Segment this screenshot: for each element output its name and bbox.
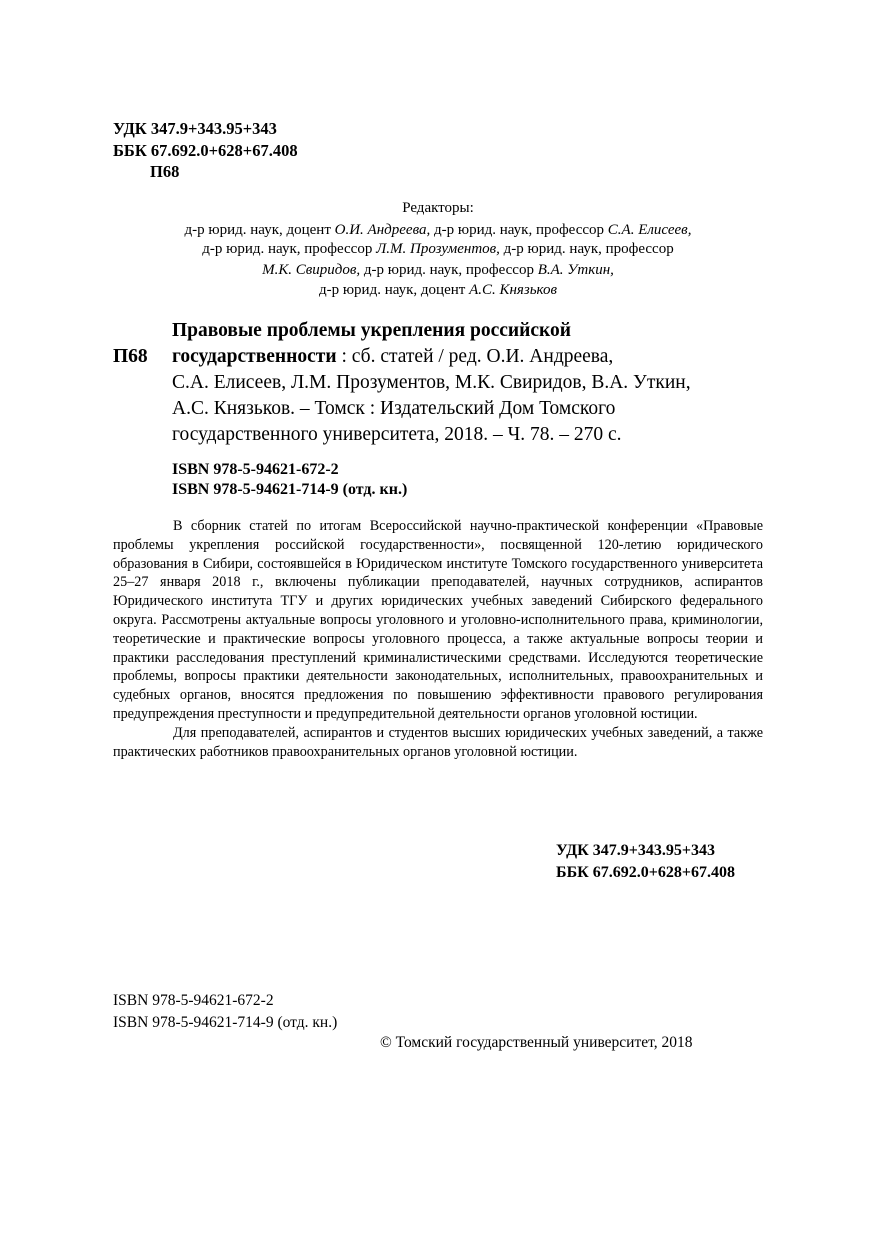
editors-line-3 xyxy=(0,259,876,281)
editor-name: С.А. Елисеев, xyxy=(607,222,692,238)
editor-text: д-р юрид. наук, доцент xyxy=(318,282,470,298)
entry-text: : сб. статей / ред. О.И. Андреева, xyxy=(336,346,614,367)
copyright: © Томский государственный университет, 2018 xyxy=(380,1034,693,1051)
editor-text: д-р юрид. наук, доцент xyxy=(184,222,335,238)
editor-text: д-р юрид. наук, профессор xyxy=(360,262,538,278)
isbn-plain-2: ISBN 978-5-94621-714-9 (отд. кн.) xyxy=(113,1014,338,1031)
editors-line-4 xyxy=(0,279,876,301)
udk-code-right: УДК 347.9+343.95+343 xyxy=(556,842,715,859)
bbk-code-top: ББК 67.692.0+628+67.408 xyxy=(113,141,298,160)
editor-name: М.К. Свиридов, xyxy=(262,262,361,278)
abstract xyxy=(113,517,763,761)
author-sign-top: П68 xyxy=(150,162,180,181)
udk-bbk-right xyxy=(556,840,735,884)
abstract-paragraph-2: Для преподавателей, аспирантов и студентов высших юридических учебных заведений, а также практических работников правоохранительных органов уголовной юстиции. xyxy=(113,724,763,760)
editor-name: Л.М. Прозументов, xyxy=(376,241,500,257)
bbk-code-right: ББК 67.692.0+628+67.408 xyxy=(556,864,735,881)
editor-text: д-р юрид. наук, профессор xyxy=(499,241,674,257)
entry-line-5: государственного университета, 2018. – Ч. 78. – 270 с. xyxy=(172,424,622,445)
entry-sign: П68 xyxy=(113,346,148,367)
isbn-bold-2: ISBN 978-5-94621-714-9 (отд. кн.) xyxy=(172,481,408,498)
editor-name: О.И. Андреева, xyxy=(334,222,431,238)
isbn-plain-1: ISBN 978-5-94621-672-2 xyxy=(113,992,274,1009)
entry-line-3: С.А. Елисеев, Л.М. Прозументов, М.К. Свиридов, В.А. Уткин, xyxy=(172,372,691,393)
entry-line-4: А.С. Князьков. – Томск : Издательский Дом Томского xyxy=(172,398,616,419)
editor-name: В.А. Уткин, xyxy=(537,262,614,278)
title-line-1: Правовые проблемы укрепления российской xyxy=(172,320,571,341)
udk-bbk-top xyxy=(113,118,298,162)
editors-line-2 xyxy=(0,238,876,260)
udk-code-top: УДК 347.9+343.95+343 xyxy=(113,119,277,138)
abstract-paragraph-1: В сборник статей по итогам Всероссийской научно-практической конференции «Правовые проблемы укрепления российской государственности», посвященной 120-летию юридического образования в Сибири, состоявшейся в Юридическом институте Томского государственного университета 25–27 января 2018 г., включены публикации преподавателей, научных сотрудников, аспирантов Юридического института ТГУ и других юридических учебных заведений Сибирского федерального округа. Рассмотрены актуальные вопросы уголовного и уголовно-исполнительного права, криминологии, теоретические и практические вопросы уголовного процесса, а также актуальные вопросы теории и практики расследования преступлений криминалистическими средствами. Исследуются теоретические проблемы, вопросы практики деятельности законодательных, исполнительных, правоохранительных и судебных органов, вносятся предложения по повышению эффективности правового регулирования предупреждения преступности и предупредительной деятельности органов уголовной юстиции. xyxy=(113,518,763,722)
editor-text: д-р юрид. наук, профессор xyxy=(202,241,377,257)
title-bold: государственности xyxy=(172,346,337,367)
editors-heading: Редакторы: xyxy=(402,200,474,216)
title-line-2 xyxy=(172,344,613,370)
editor-text: д-р юрид. наук, профессор xyxy=(430,222,608,238)
editor-name: А.С. Князьков xyxy=(469,282,558,298)
isbn-bold-1: ISBN 978-5-94621-672-2 xyxy=(172,461,339,478)
